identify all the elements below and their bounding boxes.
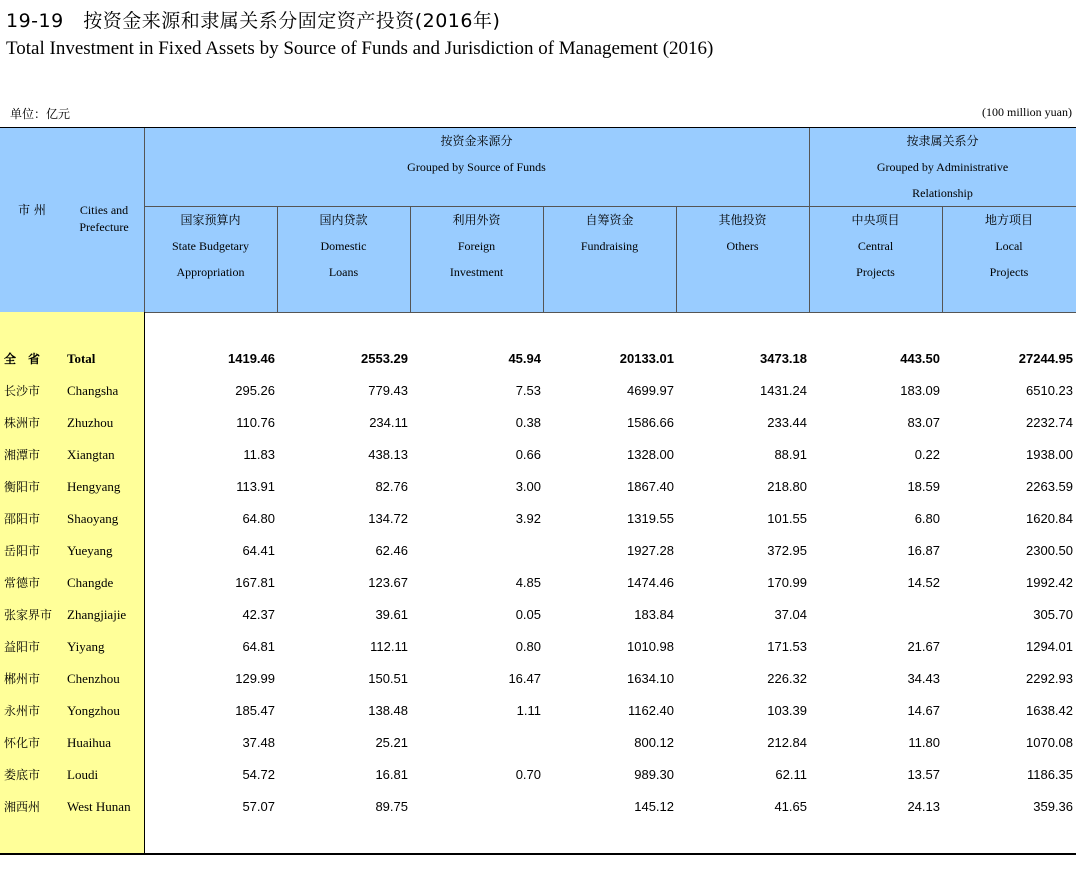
table-cell: 212.84 <box>767 735 807 750</box>
table-cell: 1.11 <box>516 703 541 718</box>
city-name-cn: 湘西州 <box>4 800 41 814</box>
table-cell: 2300.50 <box>1026 543 1073 558</box>
city-name-en: Total <box>67 351 96 366</box>
table-cell: 110.76 <box>236 415 275 430</box>
table-row <box>0 727 1076 759</box>
city-name-en: Yiyang <box>67 639 105 654</box>
table-cell: 1474.46 <box>627 575 674 590</box>
table-cell: 3.92 <box>515 511 541 526</box>
table-cell: 34.43 <box>907 671 940 686</box>
table-cell: 226.32 <box>767 671 807 686</box>
city-name-cn: 全 省 <box>4 352 41 366</box>
table-cell: 233.44 <box>767 415 807 430</box>
table-row <box>0 535 1076 567</box>
table-cell: 39.61 <box>375 607 408 622</box>
table-cell: 145.12 <box>634 799 674 814</box>
city-name-en: Loudi <box>67 767 99 782</box>
col-header-en: Central Projects <box>856 239 895 279</box>
table-cell: 16.87 <box>907 543 940 558</box>
table-cell: 54.72 <box>242 767 275 782</box>
table-cell: 1010.98 <box>627 639 674 654</box>
table-cell: 372.95 <box>767 543 807 558</box>
table-row <box>0 375 1076 407</box>
table-cell: 42.37 <box>242 607 275 622</box>
city-name-cn: 株洲市 <box>4 416 41 430</box>
table-cell: 27244.95 <box>1018 351 1073 366</box>
table-cell: 25.21 <box>375 735 408 750</box>
table-cell: 234.11 <box>369 415 408 430</box>
table-cell: 11.83 <box>243 447 275 462</box>
col-header-cn: 国内贷款 <box>319 213 368 227</box>
table-header <box>0 127 1076 313</box>
table-cell: 83.07 <box>907 415 940 430</box>
table-cell: 443.50 <box>900 351 940 366</box>
table-bottom-rule <box>0 853 1076 855</box>
col-header-cn: 其他投资 <box>718 213 767 227</box>
col-header-en: Others <box>726 239 759 253</box>
table-cell: 218.80 <box>767 479 807 494</box>
table-cell: 305.70 <box>1033 607 1073 622</box>
table-cell: 150.51 <box>368 671 408 686</box>
table-cell: 6.80 <box>914 511 940 526</box>
col-header-en: Local Projects <box>989 239 1029 279</box>
table-row-total <box>0 343 1076 375</box>
table-cell: 37.48 <box>242 735 275 750</box>
table-cell: 101.55 <box>767 511 807 526</box>
table-cell: 45.94 <box>508 351 541 366</box>
city-name-en: Chenzhou <box>67 671 120 686</box>
city-name-cn: 常德市 <box>4 576 41 590</box>
group-funds-cn: 按资金来源分 <box>440 134 513 148</box>
col-header-cn: 地方项目 <box>984 213 1033 227</box>
city-name-en: Yueyang <box>67 543 113 558</box>
table-cell: 112.11 <box>370 639 408 654</box>
table-cell: 14.52 <box>907 575 940 590</box>
table-cell: 2263.59 <box>1026 479 1073 494</box>
table-cell: 1586.66 <box>627 415 674 430</box>
table-cell: 0.70 <box>515 767 541 782</box>
table-cell: 1319.55 <box>627 511 674 526</box>
table-cell: 7.53 <box>515 383 541 398</box>
table-cell: 88.91 <box>774 447 807 462</box>
table-cell: 3.00 <box>515 479 541 494</box>
group-funds-en: Grouped by Source of Funds <box>407 160 546 174</box>
table-cell: 1328.00 <box>627 447 674 462</box>
city-name-cn: 衡阳市 <box>4 480 41 494</box>
city-name-cn: 岳阳市 <box>4 544 41 558</box>
table-cell: 1419.46 <box>228 351 275 366</box>
table-row <box>0 599 1076 631</box>
table-row <box>0 567 1076 599</box>
table-cell: 57.07 <box>242 799 275 814</box>
table-cell: 1867.40 <box>627 479 674 494</box>
table-title-cn: 19-19 按资金来源和隶属关系分固定资产投资(2016年) <box>6 10 501 32</box>
col-header-cn: 自筹资金 <box>585 213 634 227</box>
table-cell: 0.38 <box>515 415 541 430</box>
city-name-cn: 娄底市 <box>4 768 41 782</box>
col-header-cn: 中央项目 <box>851 213 900 227</box>
table-row <box>0 631 1076 663</box>
table-cell: 113.91 <box>236 479 275 494</box>
table-cell: 0.80 <box>515 639 541 654</box>
city-name-cn: 永州市 <box>4 704 41 718</box>
table-cell: 64.81 <box>242 639 275 654</box>
table-cell: 138.48 <box>368 703 408 718</box>
table-cell: 1634.10 <box>627 671 674 686</box>
col-header-en: Fundraising <box>580 239 639 253</box>
table-cell: 129.99 <box>235 671 275 686</box>
table-cell: 989.30 <box>634 767 674 782</box>
table-row <box>0 503 1076 535</box>
table-cell: 64.80 <box>242 511 275 526</box>
table-cell: 1162.40 <box>627 703 674 718</box>
table-cell: 167.81 <box>235 575 275 590</box>
table-cell: 800.12 <box>634 735 674 750</box>
city-name-en: Yongzhou <box>67 703 120 718</box>
table-cell: 1294.01 <box>1026 639 1073 654</box>
table-cell: 16.81 <box>375 767 408 782</box>
table-cell: 13.57 <box>907 767 940 782</box>
table-cell: 37.04 <box>774 607 807 622</box>
table-cell: 0.05 <box>515 607 541 622</box>
table-cell: 11.80 <box>908 735 940 750</box>
table-cell: 20133.01 <box>619 351 674 366</box>
table-cell: 1638.42 <box>1026 703 1073 718</box>
table-cell: 170.99 <box>767 575 807 590</box>
city-name-cn: 张家界市 <box>4 608 53 622</box>
city-name-en: Changsha <box>67 383 119 398</box>
city-name-en: Huaihua <box>67 735 112 750</box>
city-name-en: West Hunan <box>67 799 131 814</box>
table-cell: 438.13 <box>368 447 408 462</box>
table-row <box>0 759 1076 791</box>
group-admin-en: Grouped by Administrative Relationship <box>876 160 1009 200</box>
table-cell: 1620.84 <box>1026 511 1073 526</box>
col-header-en: State Budgetary Appropriation <box>172 239 249 279</box>
city-name-cn: 湘潭市 <box>4 448 41 462</box>
table-cell: 18.59 <box>907 479 940 494</box>
table-cell: 6510.23 <box>1026 383 1073 398</box>
table-cell: 64.41 <box>242 543 275 558</box>
city-name-cn: 益阳市 <box>4 640 41 654</box>
table-cell: 3473.18 <box>760 351 807 366</box>
table-cell: 89.75 <box>375 799 408 814</box>
table-cell: 0.66 <box>515 447 541 462</box>
table-row <box>0 471 1076 503</box>
table-cell: 1927.28 <box>627 543 674 558</box>
table-title-en: Total Investment in Fixed Assets by Source of Funds and Jurisdiction of Management (2016) <box>6 38 714 59</box>
city-name-en: Hengyang <box>67 479 121 494</box>
city-name-cn: 郴州市 <box>4 672 41 686</box>
table-row <box>0 407 1076 439</box>
table-cell: 295.26 <box>235 383 275 398</box>
table-cell: 185.47 <box>235 703 275 718</box>
table-cell: 183.84 <box>634 607 674 622</box>
table-cell: 4699.97 <box>627 383 674 398</box>
city-name-en: Zhuzhou <box>67 415 114 430</box>
table-row <box>0 695 1076 727</box>
city-name-cn: 邵阳市 <box>4 512 41 526</box>
table-row <box>0 791 1076 823</box>
table-cell: 359.36 <box>1033 799 1073 814</box>
table-cell: 779.43 <box>368 383 408 398</box>
table-cell: 1431.24 <box>760 383 807 398</box>
city-name-en: Changde <box>67 575 114 590</box>
table-cell: 0.22 <box>914 447 940 462</box>
col-header-en: Foreign Investment <box>449 239 504 279</box>
table-cell: 134.72 <box>368 511 408 526</box>
table-cell: 62.46 <box>375 543 408 558</box>
col-header-cn: 利用外资 <box>452 213 501 227</box>
city-name-cn: 长沙市 <box>4 384 41 398</box>
table-cell: 14.67 <box>907 703 940 718</box>
table-cell: 21.67 <box>907 639 940 654</box>
table-cell: 1186.35 <box>1026 767 1073 782</box>
table-cell: 2553.29 <box>361 351 408 366</box>
table-cell: 1938.00 <box>1026 447 1073 462</box>
col-header-en: Domestic Loans <box>320 239 367 279</box>
city-name-cn: 怀化市 <box>4 736 41 750</box>
table-cell: 41.65 <box>774 799 807 814</box>
table-cell: 183.09 <box>900 383 940 398</box>
city-name-en: Zhangjiajie <box>67 607 127 622</box>
group-admin-cn: 按隶属关系分 <box>906 134 979 148</box>
table-cell: 82.76 <box>375 479 408 494</box>
table-row <box>0 439 1076 471</box>
table-cell: 16.47 <box>508 671 541 686</box>
table-cell: 1992.42 <box>1026 575 1073 590</box>
table-cell: 24.13 <box>907 799 940 814</box>
table-cell: 4.85 <box>515 575 541 590</box>
col-header-cn: 国家预算内 <box>180 213 241 227</box>
city-name-en: Xiangtan <box>67 447 115 462</box>
table-cell: 103.39 <box>767 703 807 718</box>
table-cell: 123.67 <box>368 575 408 590</box>
header-city-cn: 市 州 <box>18 203 46 217</box>
table-cell: 1070.08 <box>1026 735 1073 750</box>
unit-label-cn: 单位：亿元 <box>10 107 71 121</box>
table-row <box>0 663 1076 695</box>
table-cell: 62.11 <box>775 767 807 782</box>
city-name-en: Shaoyang <box>67 511 119 526</box>
table-cell: 2232.74 <box>1026 415 1073 430</box>
unit-label-en: (100 million yuan) <box>982 105 1072 119</box>
table-cell: 171.53 <box>767 639 807 654</box>
table-cell: 2292.93 <box>1026 671 1073 686</box>
header-city-en: Cities and Prefecture <box>79 203 129 234</box>
